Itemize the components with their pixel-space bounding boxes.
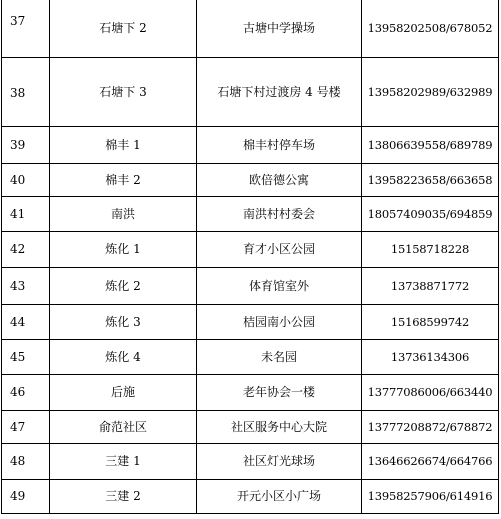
table-row [2,196,499,231]
row-number: 48 [2,443,50,479]
site-location: 南洪村村委会 [197,196,362,231]
site-location: 桔园南小公园 [197,304,362,339]
contact-phone: 13806639558/689789 [362,126,499,163]
site-location: 社区服务中心大院 [197,410,362,443]
row-number: 46 [2,374,50,410]
site-name: 棉丰 1 [50,126,197,163]
site-location: 育才小区公园 [197,231,362,267]
row-number: 40 [2,163,50,196]
table-row [2,126,499,163]
contact-phone: 18057409035/694859 [362,196,499,231]
row-number: 37 [2,0,50,57]
site-location: 社区灯光球场 [197,443,362,479]
site-location: 体育馆室外 [197,267,362,304]
site-location: 棉丰村停车场 [197,126,362,163]
contact-phone: 15168599742 [362,304,499,339]
site-location: 石塘下村过渡房 4 号楼 [197,57,362,126]
contact-phone: 15158718228 [362,231,499,267]
site-name: 俞范社区 [50,410,197,443]
contact-phone: 13738871772 [362,267,499,304]
table-row [2,163,499,196]
site-name: 石塘下 3 [50,57,197,126]
row-number: 45 [2,339,50,374]
site-location: 老年协会一楼 [197,374,362,410]
site-name: 石塘下 2 [50,0,197,57]
site-name: 三建 2 [50,479,197,513]
contact-phone: 13736134306 [362,339,499,374]
site-name: 棉丰 2 [50,163,197,196]
contact-phone: 13777208872/678872 [362,410,499,443]
table-row [2,231,499,267]
table-row [2,443,499,479]
contact-phone: 13646626674/664766 [362,443,499,479]
table-row [2,339,499,374]
table-row [2,57,499,126]
site-name: 炼化 4 [50,339,197,374]
row-number: 39 [2,126,50,163]
site-table [1,0,499,514]
site-location: 古塘中学操场 [197,0,362,57]
site-location: 未名园 [197,339,362,374]
contact-phone: 13777086006/663440 [362,374,499,410]
site-name: 炼化 1 [50,231,197,267]
site-location: 欧倍德公寓 [197,163,362,196]
row-number: 41 [2,196,50,231]
table-row [2,0,499,57]
contact-phone: 13958202989/632989 [362,57,499,126]
site-name: 后施 [50,374,197,410]
contact-phone: 13958257906/614916 [362,479,499,513]
site-name: 炼化 2 [50,267,197,304]
site-name: 三建 1 [50,443,197,479]
contact-phone: 13958223658/663658 [362,163,499,196]
contact-phone: 13958202508/678052 [362,0,499,57]
site-name: 南洪 [50,196,197,231]
table-row [2,410,499,443]
table-row [2,479,499,513]
site-name: 炼化 3 [50,304,197,339]
site-location: 开元小区小广场 [197,479,362,513]
row-number: 43 [2,267,50,304]
table-row [2,374,499,410]
row-number: 47 [2,410,50,443]
row-number: 42 [2,231,50,267]
row-number: 38 [2,57,50,126]
table-row [2,304,499,339]
table-row [2,267,499,304]
row-number: 49 [2,479,50,513]
row-number: 44 [2,304,50,339]
